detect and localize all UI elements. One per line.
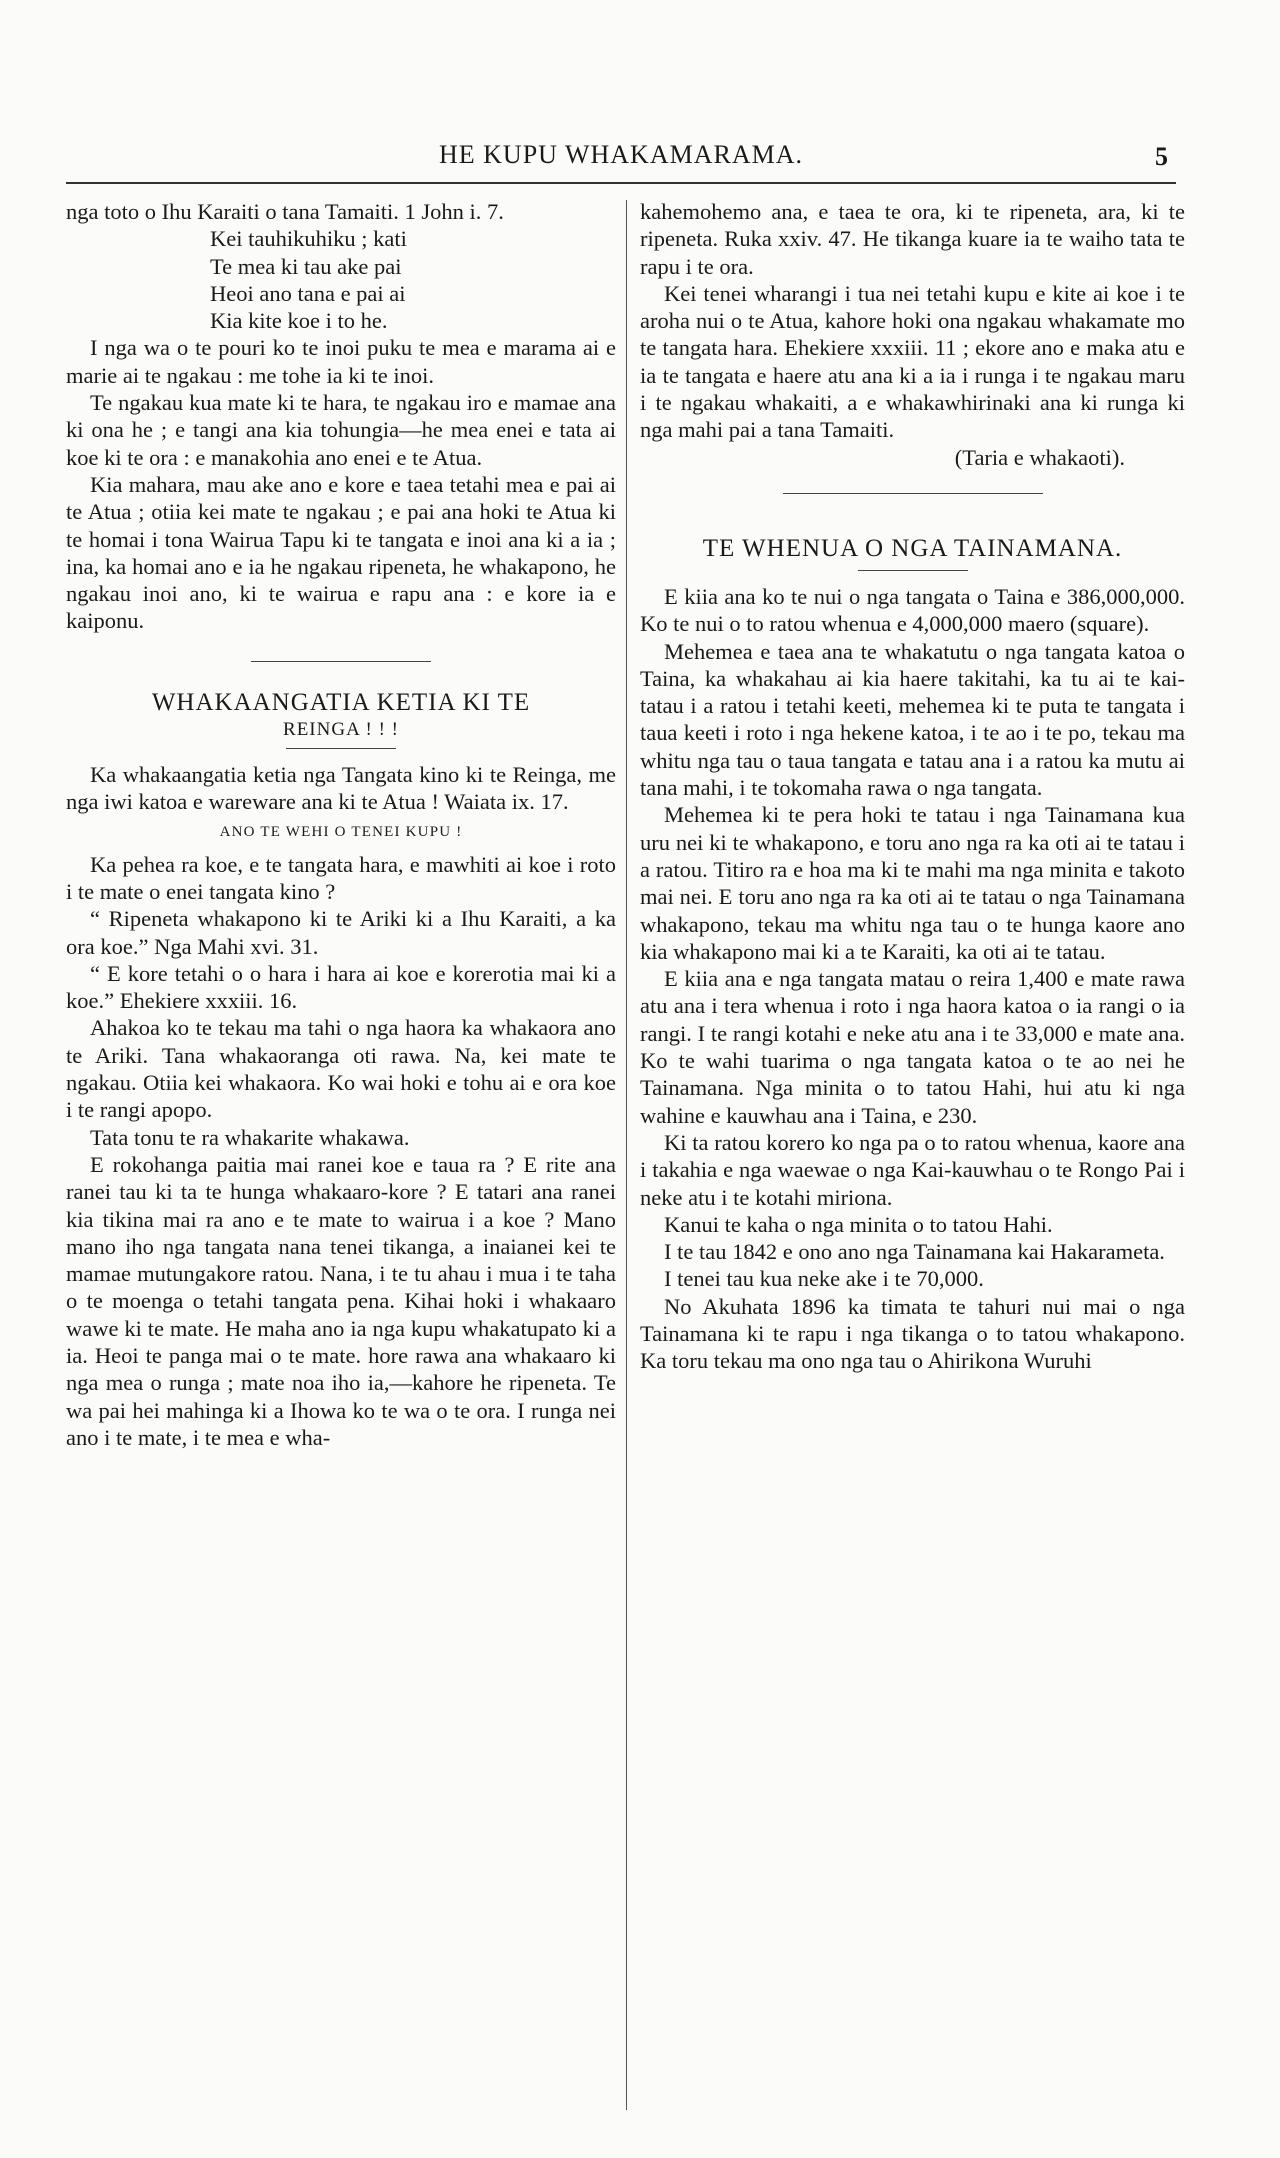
right-paragraph-8: Kanui te kaha o nga minita o to tatou Hahi. — [664, 1211, 1053, 1237]
right-column — [640, 198, 1185, 1375]
right-paragraph-5: Mehemea ki te pera hoki te tatau i nga Tainamana kua uru nei ki te whakapono, e toru ano nga ra ka oti ai te tatau i a ratou. Titiro ra e hoa ma ki te mahi ma nga minita e takoto mai nei. E toru ano nga ra ka oti ai te tatau o nga Tainamana whakapono, tekau ma whitu nga tau o te hunga kaore ano kia whakapono mai ki a te Karaiti, ka oti ai te tatau. — [640, 802, 1185, 964]
left-paragraph-5: Ka whakaangatia ketia nga Tangata kino ki te Reinga, me nga iwi katoa e wareware ana ki te Atua ! Waiata ix. 17. — [66, 761, 616, 815]
verse-line: Kia kite koe i to he. — [210, 308, 388, 334]
section-divider — [251, 661, 431, 662]
right-paragraph-1: kahemohemo ana, e taea te ora, ki te ripeneta, ara, ki te ripeneta. Ruka xxiv. 47. He tikanga kuare ia te waiho tata te rapu i te ora. — [640, 199, 1185, 279]
left-paragraph-3: Te ngakau kua mate ki te hara, te ngakau iro e mamae ana ki ona he ; e tangi ana kia tohungia—he mea enei e tata ai koe ki te ora : e manakohia ano enei e te Atua. — [66, 390, 616, 470]
left-paragraph-7: “ Ripeneta whakapono ki te Ariki ki a Ihu Karaiti, a ka ora koe.” Nga Mahi xvi. 31. — [66, 906, 616, 959]
section-heading: WHAKAANGATIA KETIA KI TE — [151, 688, 531, 716]
heading-rule — [286, 748, 396, 749]
left-paragraph-6: Ka pehea ra koe, e te tangata hara, e mawhiti ai koe i roto i te mate o enei tangata kino ? — [66, 851, 616, 904]
right-paragraph-10: I tenei tau kua neke ake i te 70,000. — [664, 1266, 984, 1292]
right-paragraph-11: No Akuhata 1896 ka timata te tahuri nui mai o nga Tainamana ki te rapu i nga tikanga o to tatou whakapono. Ka toru tekau ma ono nga tau o Ahirikona Wuruhi — [640, 1293, 1185, 1374]
section-subheading: REINGA ! ! ! — [283, 718, 399, 740]
page-number: 5 — [1155, 142, 1168, 171]
right-paragraph-7: Ki ta ratou korero ko nga pa o to ratou whenua, kaore ana i takahia e nga waewae o nga Kai-kauwhau o te Rongo Pai i neke atu i te kotahi miriona. — [640, 1129, 1185, 1210]
right-paragraph-4: Mehemea e taea ana te whakatutu o nga tangata katoa o Taina, ka whakahau ai kia haere takitahi, ka tu ai te kai-tatau i a ratou i tetahi keeti, mehemea ki te puta te tangata i taua keeti i roto i nga hekene katoa, i te ao i te po, tekau ma whitu nga tau o taua tangata e tatau ana i a ratou ka mutu ai tana mahi, i te tokomaha rawa o nga tangata. — [640, 638, 1185, 801]
section-heading: TE WHENUA O NGA TAINAMANA. — [702, 534, 1123, 562]
smallcaps-line: ANO TE WEHI O TENEI KUPU ! — [219, 824, 463, 841]
left-column — [66, 198, 616, 1451]
left-paragraph-2: I nga wa o te pouri ko te inoi puku te mea e marama ai e marie ai te ngakau : me tohe ia ki te inoi. — [66, 335, 616, 388]
right-paragraph-3: E kiia ana ko te nui o nga tangata o Taina e 386,000,000. Ko te nui o to ratou whenua e 4,000,000 maero (square). — [640, 583, 1185, 637]
running-title: HE KUPU WHAKAMARAMA. — [438, 140, 804, 169]
left-paragraph-11: E rokohanga paitia mai ranei koe e taua ra ? E rite ana ranei tau ki ta te hunga whakaaro-kore ? E tatari ana ranei kia tikina mai ra ano e te mate to wairua i a koe ? Mano mano iho nga tangata nana tenei tikanga, a inaianei kei te mamae mutungakore ratou. Nana, i te tu ahau i mua i te taha o te moenga o tetahi tangata pena. Kihai hoki i whakaaro wawe ki te mate. He maha ano ia nga kupu whakatupato ki a ia. Heoi te panga mai o te mate. hore rawa ana whakaaro ki nga mea o runga ; mate noa iho ia,—kahore he ripeneta. Te wa pai hei mahinga ki a Ihowa ko te wa o te ora. I runga nei ano i te mate, i te mea e wha- — [66, 1151, 616, 1450]
heading-rule — [858, 570, 968, 571]
closing-note: (Taria e whakaoti). — [954, 444, 1125, 470]
right-paragraph-9: I te tau 1842 e ono ano nga Tainamana kai Hakarameta. — [664, 1239, 1165, 1265]
right-paragraph-2: Kei tenei wharangi i tua nei tetahi kupu e kite ai koe i te aroha nui o te Atua, kahore hoki ona ngakau whakamate mo te tangata hara. Ehekiere xxxiii. 11 ; ekore ano e maka atu e ia te tangata e haere atu ana ki a ia i runga i te ngakau maru i te ngakau whakaiti, a e whakawhirinaki ana ki runga ki nga mahi pai a tana Tamaiti. — [640, 280, 1185, 443]
verse-line: Kei tauhikuhiku ; kati — [210, 226, 407, 252]
verse-line: Heoi ano tana e pai ai — [210, 280, 406, 306]
left-paragraph-1: nga toto o Ihu Karaiti o tana Tamaiti. 1 John i. 7. — [66, 199, 504, 224]
verse-line: Te mea ki tau ake pai — [210, 253, 402, 279]
column-divider — [626, 200, 627, 2110]
left-paragraph-9: Ahakoa ko te tekau ma tahi o nga haora ka whakaora ano te Ariki. Tana whakaoranga oti rawa. Na, kei mate te ngakau. Otiia kei whakaora. Ko wai hoki e tohu ai e ora koe i te rangi apopo. — [66, 1015, 616, 1123]
section-divider — [783, 493, 1043, 494]
right-paragraph-6: E kiia ana e nga tangata matau o reira 1,400 e mate rawa atu ana i tera whenua i roto i nga haora katoa o ia rangi o ia rangi. I te rangi kotahi e neke atu ana i te 33,000 e mate ana. Ko te wahi tuarima o nga tangata katoa o te ao nei he Tainamana. Nga minita o to tatou Hahi, hui atu ki nga wahine e kauwhau ana i Taina, e 230. — [640, 966, 1185, 1128]
left-paragraph-4: Kia mahara, mau ake ano e kore e taea tetahi mea e pai ai te Atua ; otiia kei mate te ngakau ; e pai ana hoki te Atua ki te homai i tona Wairua Tapu ki te tangata e inoi ana ki a ia ; ina, ka homai ano e ia he ngakau ripeneta, he whakapono, he ngakau inoi ano, ki te wairua e rapu ana : e kore ia e kaiponu. — [66, 471, 616, 634]
left-paragraph-8: “ E kore tetahi o o hara i hara ai koe e korerotia mai ki a koe.” Ehekiere xxxiii. 16. — [66, 960, 616, 1014]
page-header — [66, 140, 1176, 180]
header-rule — [66, 182, 1176, 184]
left-paragraph-10: Tata tonu te ra whakarite whakawa. — [90, 1124, 410, 1150]
